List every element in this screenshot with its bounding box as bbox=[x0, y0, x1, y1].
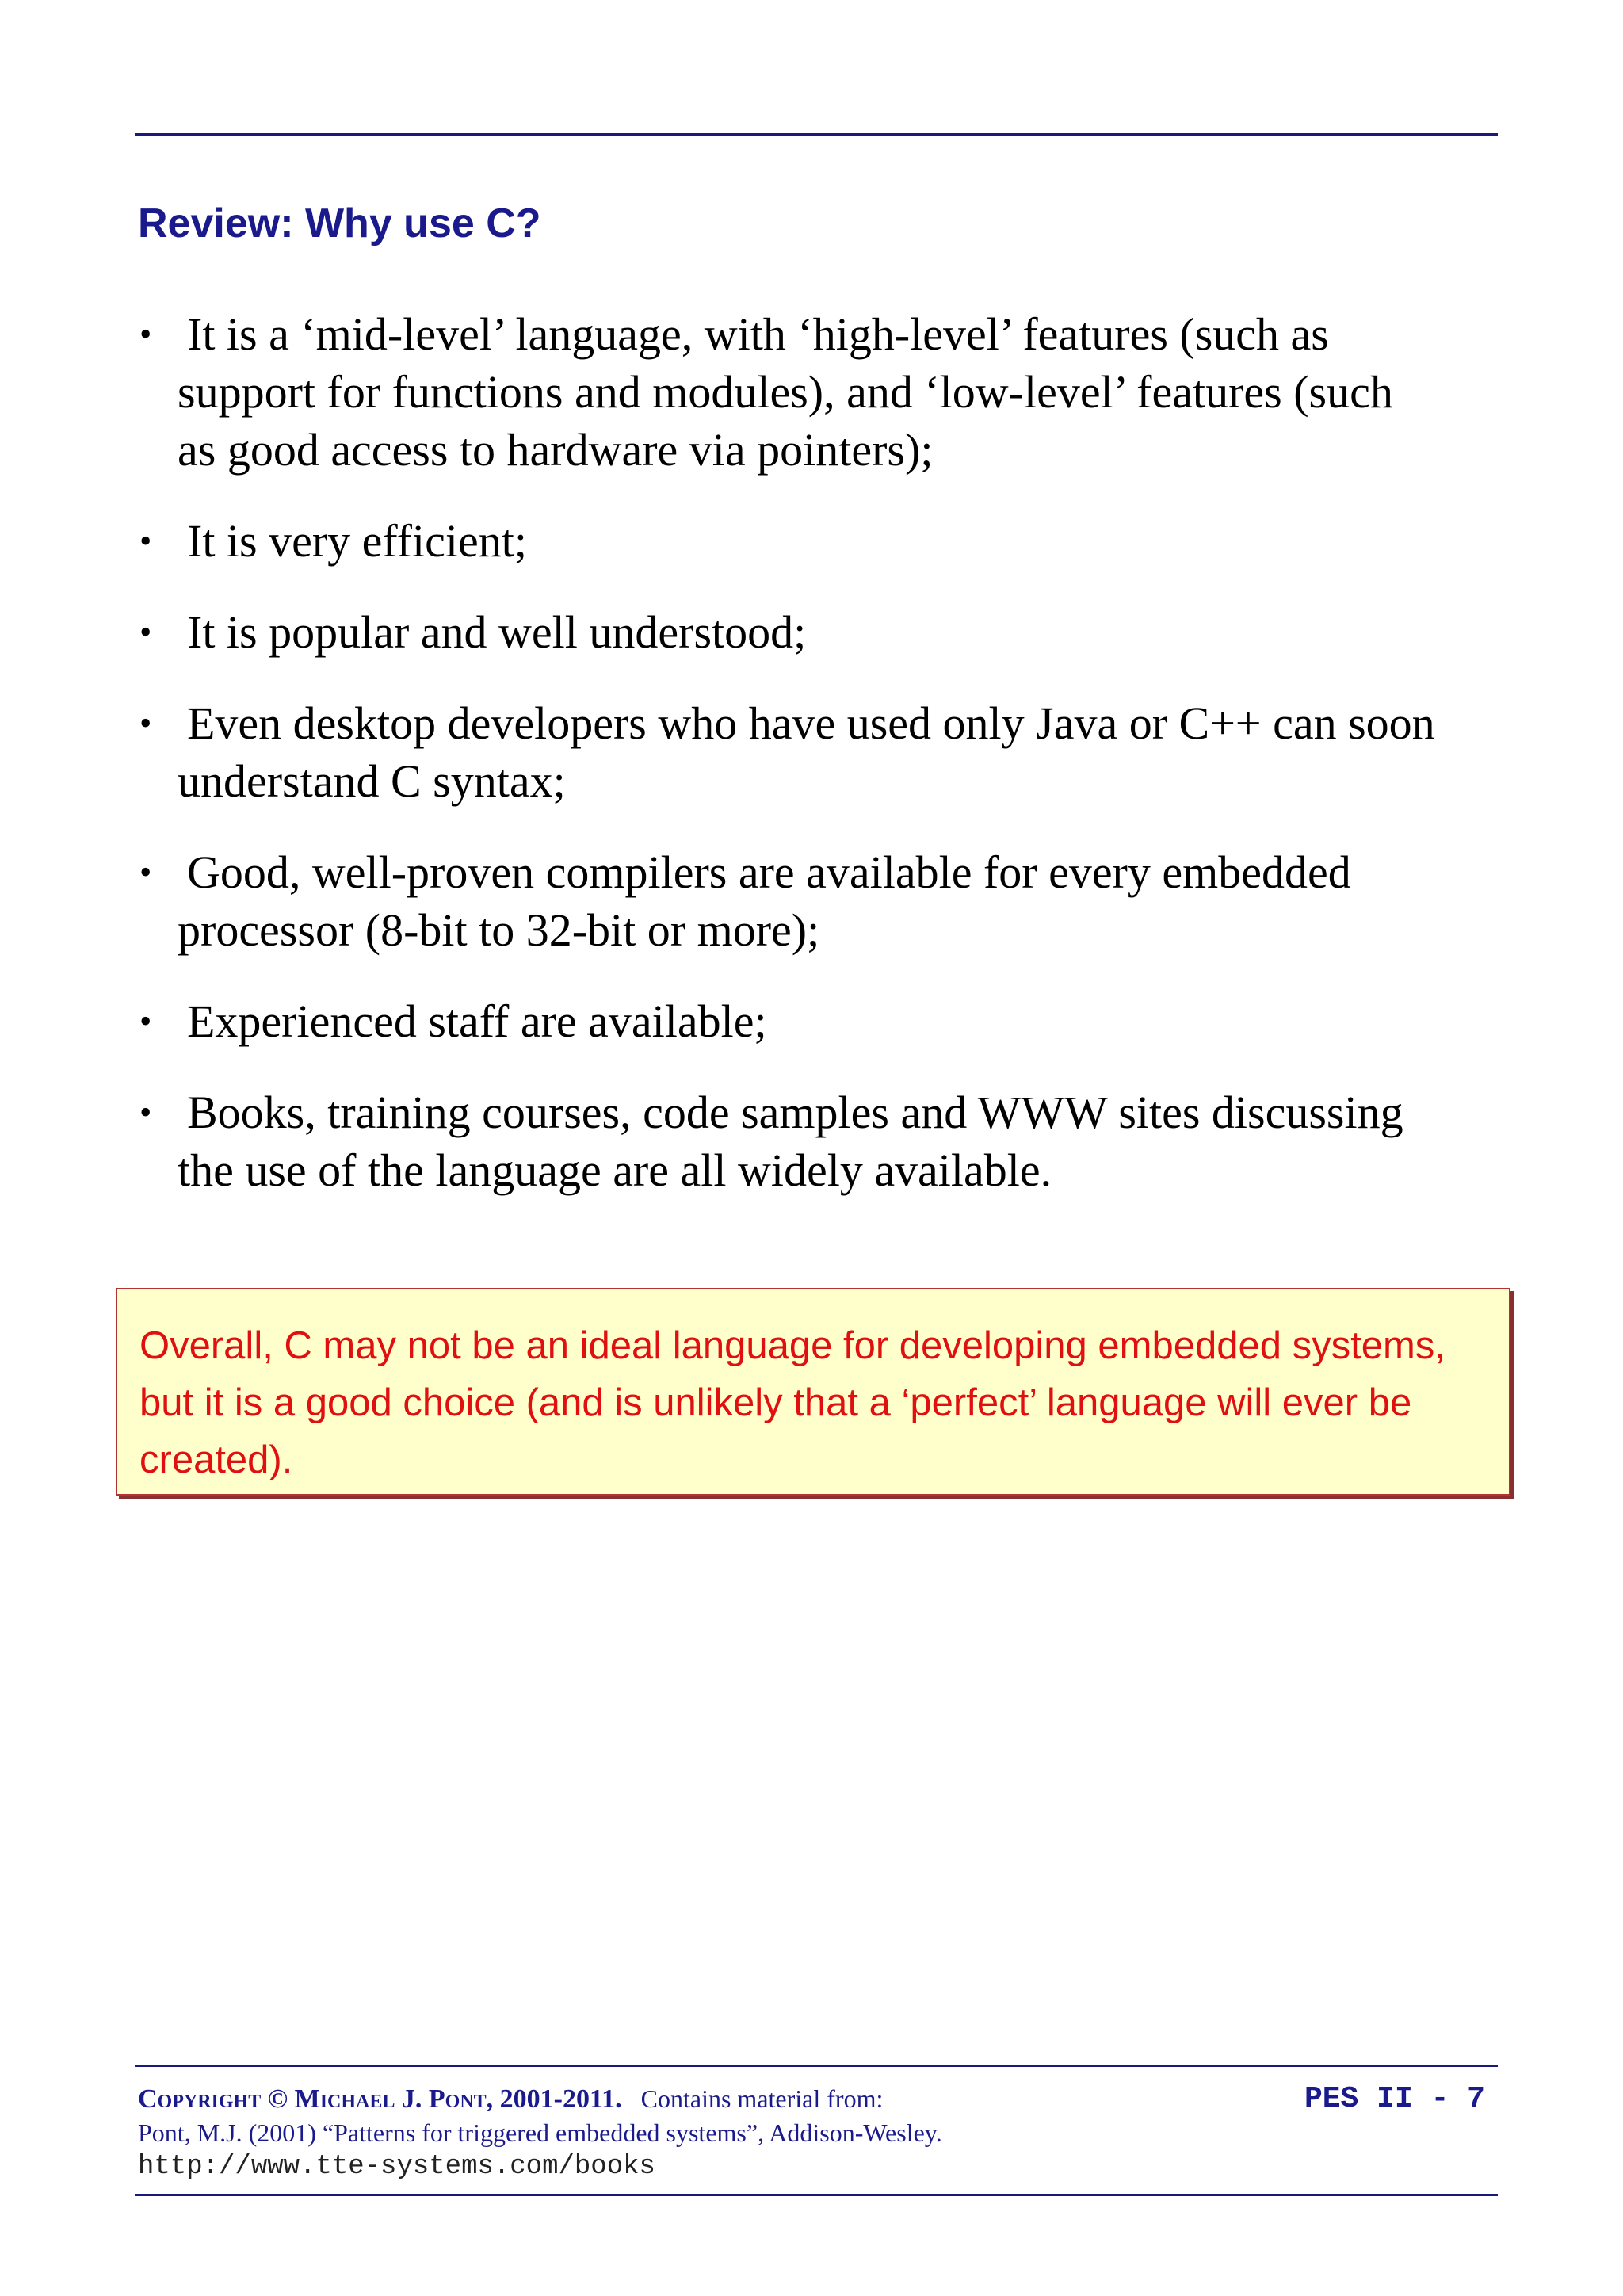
summary-callout-box bbox=[116, 1288, 1510, 1496]
contains-material-note: Contains material from: bbox=[640, 2084, 884, 2113]
list-item-text: Even desktop developers who have used only Java or C++ can soon understand C syntax; bbox=[178, 697, 1435, 807]
list-item bbox=[139, 1083, 1439, 1199]
bullet-icon: • bbox=[139, 1093, 152, 1132]
list-item bbox=[139, 305, 1439, 479]
list-item-text: It is very efficient; bbox=[187, 515, 527, 567]
website-link[interactable]: http://www.tte-systems.com/books bbox=[138, 2152, 655, 2182]
bullet-icon: • bbox=[139, 704, 152, 743]
page-number: PES II - 7 bbox=[1304, 2082, 1485, 2116]
book-reference: Pont, M.J. (2001) “Patterns for triggered embedded systems”, Addison-Wesley. bbox=[138, 2118, 942, 2147]
list-item-text: It is popular and well understood; bbox=[187, 606, 807, 658]
bullet-icon: • bbox=[139, 1002, 152, 1041]
list-item-text: Good, well-proven compilers are available for every embedded processor (8-bit to 32-bit or more); bbox=[178, 846, 1351, 956]
bullet-icon: • bbox=[139, 521, 152, 560]
list-item-text: Books, training courses, code samples and WWW sites discussing the use of the language are all widely available. bbox=[178, 1087, 1403, 1196]
list-item-text: It is a ‘mid-level’ language, with ‘high-level’ features (such as support for functions and modules), and ‘low-level’ features (such as good access to hardware via pointers); bbox=[178, 308, 1393, 476]
bullet-list bbox=[139, 305, 1439, 1232]
list-item bbox=[139, 512, 1439, 570]
callout-text: Overall, C may not be an ideal language for developing embedded systems, but it is a good choice (and is unlikely that a ‘perfect’ language will ever be created). bbox=[139, 1324, 1445, 1481]
list-item-text: Experienced staff are available; bbox=[187, 995, 767, 1047]
list-item bbox=[139, 694, 1439, 810]
footer-bottom-rule bbox=[135, 2194, 1498, 2196]
list-item bbox=[139, 992, 1439, 1050]
bullet-icon: • bbox=[139, 613, 152, 651]
page-title: Review: Why use C? bbox=[138, 201, 541, 246]
footer-top-rule bbox=[135, 2065, 1498, 2067]
list-item bbox=[139, 843, 1439, 959]
footer-line-1 bbox=[138, 2082, 1485, 2116]
header-rule bbox=[135, 133, 1498, 136]
footer bbox=[138, 2082, 1485, 2184]
copyright-notice: Copyright © Michael J. Pont, 2001-2011. bbox=[138, 2084, 622, 2114]
list-item bbox=[139, 603, 1439, 661]
bullet-icon: • bbox=[139, 853, 152, 892]
bullet-icon: • bbox=[139, 315, 152, 353]
